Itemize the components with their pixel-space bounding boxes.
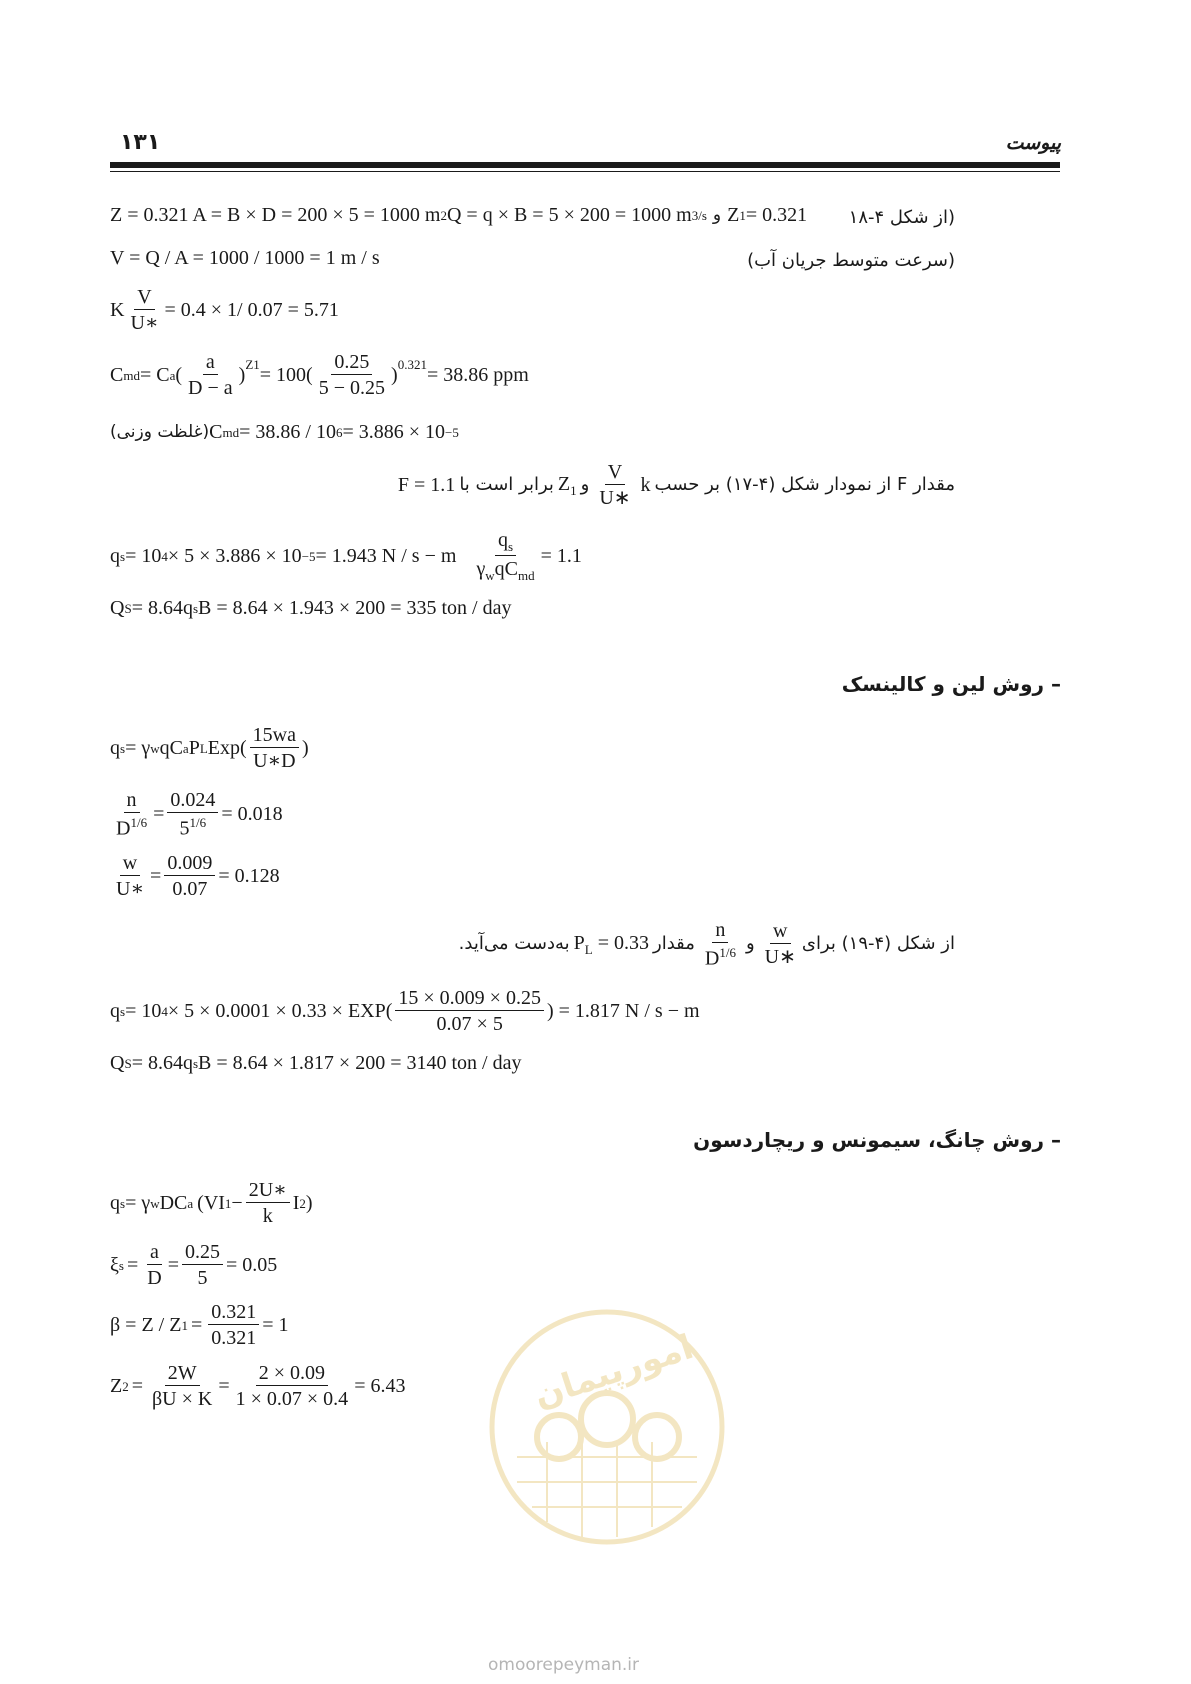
equation-k-v-over-ustar: K $\frac{V}{U∗}$ = 0.4 × 1/ 0.07 = 5.71 [110, 286, 339, 334]
equation-w-over-ustar: $\frac{w}{U∗}$ = $\frac{0.009}{0.07}$ = 0.128 [110, 853, 280, 899]
fraction-v-ustar: $\frac{V}{U∗}$ [130, 286, 159, 334]
equation-cmd: C md = C a ( $\frac{a}{D - a}$ ) $^{Z1}$ = 100( $\frac{0.25}{5 - 0.25}$ ) $^{0.321}$ = 38.86 ppm [110, 351, 529, 399]
equation-velocity: V = Q / A = 1000 / 1000 = 1 m / s [110, 247, 380, 269]
fraction-w-ustar-inline: $\frac{w}{U∗}$ [764, 920, 796, 969]
fraction-exp-argument: $\frac{15 \times 0.009 \times 0.25}{0.07 \times 5}$ [395, 988, 544, 1034]
header-rule-thin [110, 171, 1060, 172]
fraction-2x009-over-product: $\frac{2 \times 0.09}{1 \times 0.07 \times 0.4}$ [235, 1362, 349, 1410]
fraction-2ustar-over-k: $\frac{2U∗}{k}$ [246, 1180, 290, 1226]
equation-z2: Z 2 = $\frac{2W}{\beta U \times K}$ = $\frac{2 \times 0.09}{1 \times 0.07 \times 0.4}$ = 6.43 [110, 1362, 406, 1410]
equation-z-area-discharge: Z = 0.321 A = B × D = 200 × 5 = 1000 m 2 Q = q × B = 5 × 200 = 1000 m 3/s و Z 1 = 0.321 [110, 204, 808, 226]
fraction-v-ustar-inline: $\frac{V}{U∗}$ [599, 461, 631, 509]
fraction-025-over-475: $\frac{0.25}{5 - 0.25}$ [318, 351, 386, 399]
text-pl-from-figure-4-19: از شکل (۴-۱۹) برای $\frac{w}{U∗}$ و $\frac{n}{D^{1/6}}$ مقدار $P_L = 0.33$ به‌دست می‌آید. [458, 919, 955, 970]
fraction-n-over-d: $\frac{n}{D^{1/6}}$ [116, 789, 148, 840]
header-rule-thick [110, 162, 1060, 168]
running-head: پیوست [1005, 132, 1061, 154]
equation-qs-laursen-value: q s = 10 4 × 5 × 0.0001 × 0.33 × EXP( $\frac{15 \times 0.009 \times 0.25}{0.07 \times 5}$ ) = 1.817 N / s − m [110, 987, 700, 1035]
fraction-025-over-5: $\frac{0.25}{5}$ [182, 1242, 223, 1288]
watermark-url: omoorepeyman.ir [488, 1655, 640, 1675]
text-f-from-figure-4-17: مقدار F از نمودار شکل (۴-۱۷) بر حسب k $\frac{V}{U∗}$ و $Z_1$ برابر است با F = 1.1 [397, 461, 955, 509]
equation-Qs-result-2: Q S = 8.64q s B = 8.64 × 1.817 × 200 = 3140 ton / day [110, 1052, 522, 1074]
fraction-a-over-d: $\frac{a}{D}$ [147, 1241, 162, 1289]
equation-n-over-d16: $\frac{n}{D^{1/6}}$ = $\frac{0.024}{5^{1/6}}$ = 0.018 [110, 790, 283, 839]
fraction-a-d-minus-a: $\frac{a}{D - a}$ [188, 351, 233, 399]
section-heading-chang-simons-richardson: – روش چانگ، سیمونس و ریچاردسون [693, 1128, 1061, 1152]
fraction-0321-over-0321: $\frac{0.321}{0.321}$ [208, 1302, 259, 1348]
stamp-text: امورپیمان [529, 1327, 699, 1417]
equation-Qs-result-1: Q S = 8.64q s B = 8.64 × 1.943 × 200 = 335 ton / day [110, 597, 512, 619]
note-from-figure-4-18: (از شکل ۴-۱۸ [848, 207, 955, 228]
fraction-qs-over-gamma-q-cmd: $\frac{q_s}{\gamma_wqC_{md}}$ [476, 529, 535, 583]
equation-qs-laursen: q s = γ w qC a P L Exp( $\frac{15wa}{U∗D}$ ) [110, 724, 309, 772]
fraction-2w-over-beta-u-k: $\frac{2W}{\beta U \times K}$ [152, 1362, 213, 1410]
section-heading-laursen: – روش لین و کالینسک [841, 672, 1061, 696]
equation-qs-value: q s = 10 4 × 5 × 3.886 × 10 −5 = 1.943 N / s − m $\frac{q_s}{\gamma_wqC_{md}}$ = 1.1 [110, 529, 582, 583]
fraction-0024-over-5: $\frac{0.024}{5^{1/6}}$ [167, 790, 218, 839]
page-number: ۱۳۱ [120, 130, 161, 155]
fraction-w-over-ustar: $\frac{w}{U∗}$ [116, 852, 145, 900]
note-mean-velocity: (سرعت متوسط جریان آب) [747, 250, 955, 271]
equation-cmd-weight: (غلظت وزنی) C md = 38.86 / 10 6 = 3.886 × 10 −5 [110, 421, 459, 443]
equation-qs-chang: q s = γ w DC a (VI 1 − $\frac{2U∗}{k}$ I 2 ) [110, 1179, 313, 1227]
fraction-0009-over-007: $\frac{0.009}{0.07}$ [164, 853, 215, 899]
fraction-n-d16-inline: $\frac{n}{D^{1/6}}$ [704, 919, 736, 970]
equation-xi-s: ξ s = $\frac{a}{D}$ = $\frac{0.25}{5}$ = 0.05 [110, 1241, 278, 1289]
fraction-15wa-over-ustar-d: $\frac{15wa}{U∗D}$ [250, 725, 299, 771]
equation-beta: β = Z / Z 1 = $\frac{0.321}{0.321}$ = 1 [110, 1301, 289, 1349]
watermark-stamp [487, 1307, 727, 1547]
